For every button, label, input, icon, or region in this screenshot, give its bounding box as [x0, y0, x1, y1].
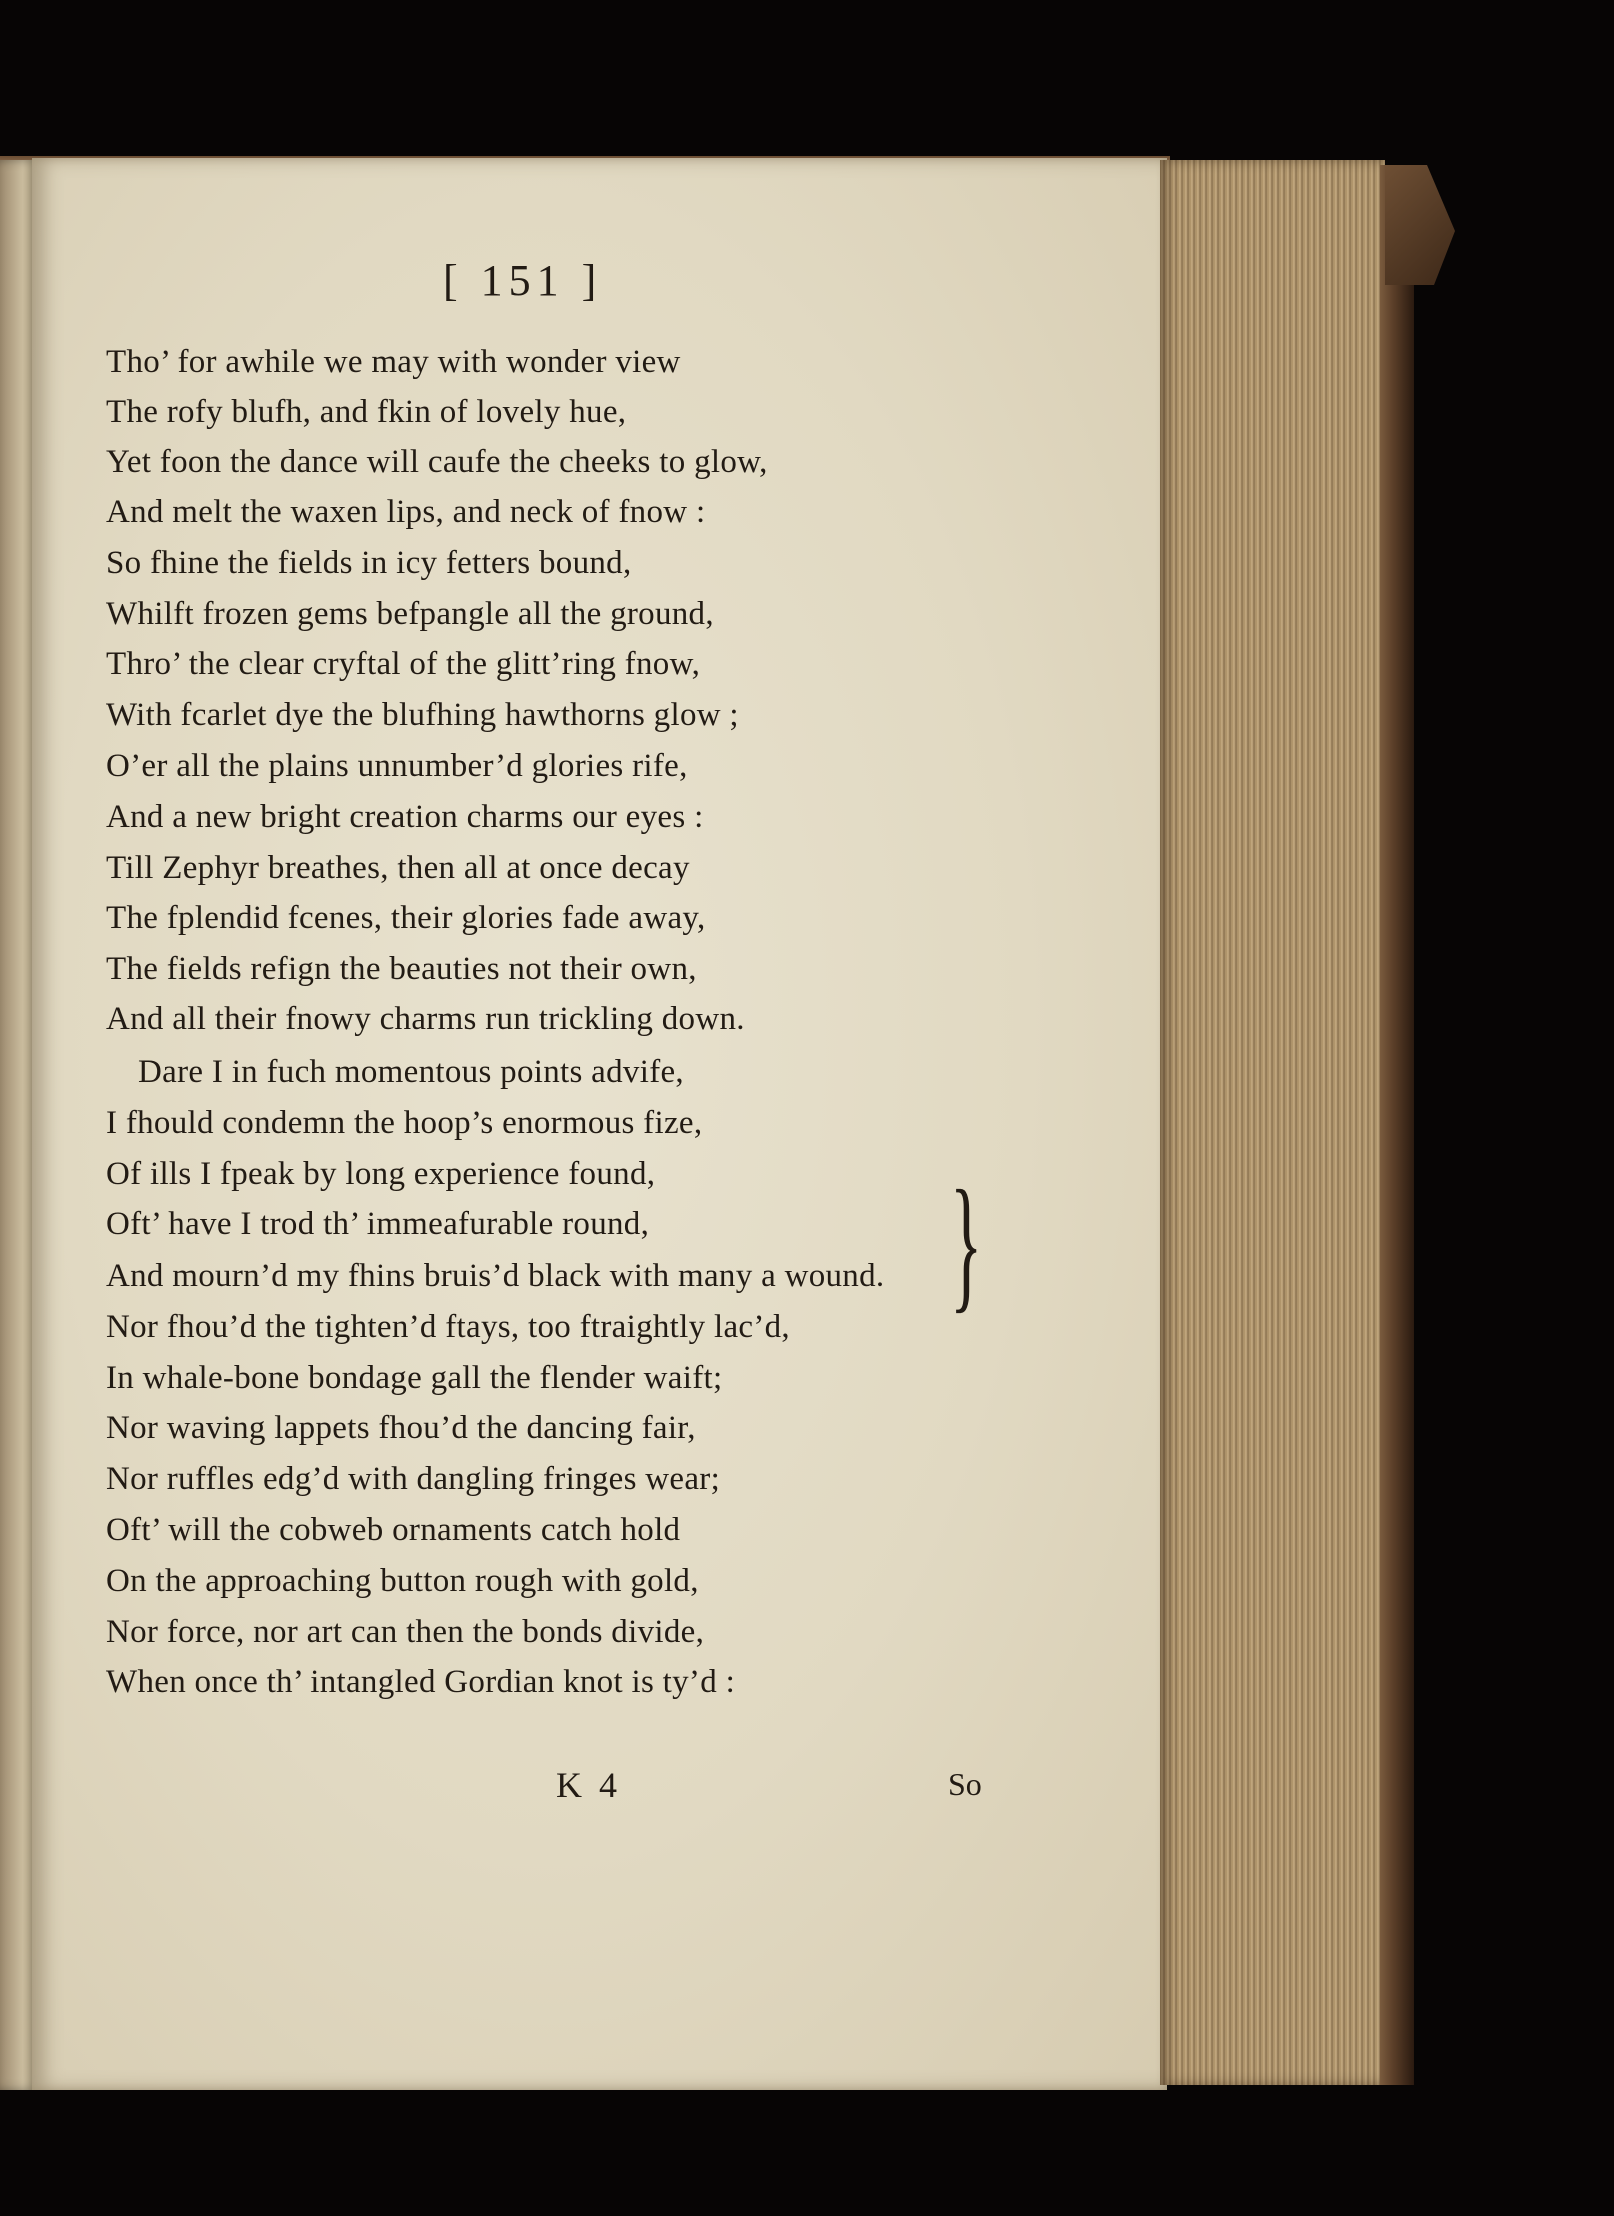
cover-corner — [1385, 165, 1455, 285]
verse-line: Dare I in fuch momentous points advife, — [138, 1054, 684, 1090]
catchword: So — [948, 1766, 982, 1802]
verse-line: Thro’ the clear cryftal of the glitt’ring fnow, — [106, 646, 701, 682]
verse-line: I fhould condemn the hoop’s enormous fize, — [106, 1105, 703, 1141]
verse-line: In whale-bone bondage gall the flender waift; — [106, 1360, 723, 1396]
verse-line: Nor force, nor art can then the bonds divide, — [106, 1614, 705, 1650]
verse-line: Nor fhou’d the tighten’d ftays, too ftraightly lac’d, — [106, 1309, 790, 1345]
verse-line: So fhine the fields in icy fetters bound, — [106, 545, 632, 581]
verse-line: The fplendid fcenes, their glories fade away, — [106, 900, 706, 936]
verse-line: Tho’ for awhile we may with wonder view — [106, 344, 681, 380]
verse-line: And melt the waxen lips, and neck of fnow : — [106, 494, 706, 530]
triplet-brace: } — [950, 1160, 983, 1326]
page-number: [ 151 ] — [443, 256, 603, 305]
verse-line: When once th’ intangled Gordian knot is ty’d : — [106, 1664, 736, 1700]
signature-mark: K 4 — [556, 1765, 621, 1805]
verse-line: On the approaching button rough with gold, — [106, 1563, 699, 1599]
verse-line: O’er all the plains unnumber’d glories rife, — [106, 748, 688, 784]
verse-line: Oft’ will the cobweb ornaments catch hold — [106, 1512, 681, 1548]
cover-board-edge — [1380, 165, 1414, 2085]
verse-line: Yet foon the dance will caufe the cheeks to glow, — [106, 444, 768, 480]
verse-line: With fcarlet dye the blufhing hawthorns glow ; — [106, 697, 739, 733]
verse-line: Till Zephyr breathes, then all at once decay — [106, 850, 690, 886]
verse-line: Of ills I fpeak by long experience found, — [106, 1156, 656, 1192]
verse-line: And mourn’d my fhins bruis’d black with many a wound. — [106, 1258, 885, 1294]
verse-line: And all their fnowy charms run trickling down. — [106, 1001, 745, 1037]
verse-line: Nor waving lappets fhou’d the dancing fair, — [106, 1410, 696, 1446]
verse-line: Nor ruffles edg’d with dangling fringes wear; — [106, 1461, 721, 1497]
verse-line: The rofy blufh, and fkin of lovely hue, — [106, 394, 627, 430]
page-block-edge — [1160, 160, 1385, 2085]
verse-line: Whilft frozen gems befpangle all the ground, — [106, 596, 714, 632]
verse-line: Oft’ have I trod th’ immeafurable round, — [106, 1206, 650, 1242]
verse-line: The fields refign the beauties not their own, — [106, 951, 697, 987]
verse-line: And a new bright creation charms our eyes : — [106, 799, 704, 835]
